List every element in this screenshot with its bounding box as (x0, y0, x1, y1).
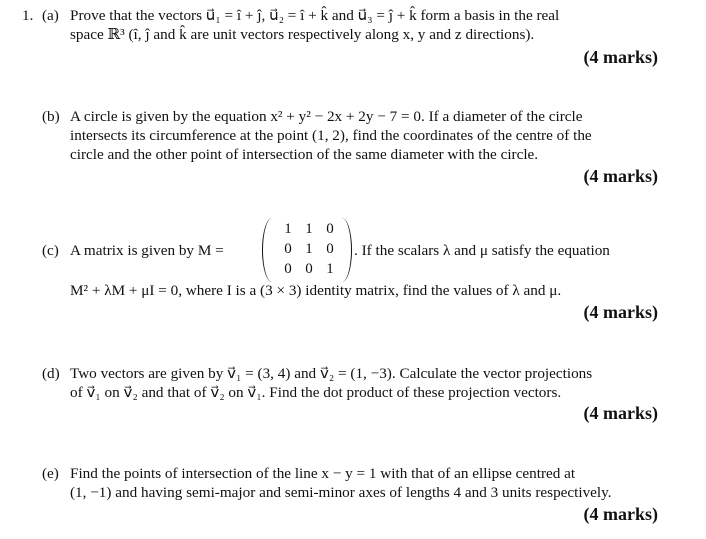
part-e-line-1: Find the points of intersection of the line x − y = 1 with that of an ellipse centred at (70, 465, 576, 482)
matrix-cell: 0 (326, 241, 334, 257)
matrix-row (280, 241, 338, 258)
part-e-line-2: (1, −1) and having semi-major and semi-minor axes of lengths 4 and 3 units respectively. (70, 484, 612, 501)
matrix-cell: 0 (305, 261, 313, 277)
part-d-label: (d) (42, 365, 60, 382)
part-b-marks: (4 marks) (583, 166, 658, 186)
part-a-line-2: space ℝ³ (î, ĵ and k̂ are unit vectors respectively along x, y and z directions). (70, 26, 535, 43)
part-e-marks: (4 marks) (583, 504, 658, 524)
part-a-line-1: Prove that the vectors u⃗₁ = î + ĵ, u⃗₂ = î + k̂ and u⃗₃ = ĵ + k̂ form a basis in the real (70, 7, 560, 24)
matrix-cell: 1 (305, 221, 313, 237)
part-b-label: (b) (42, 108, 60, 125)
part-c-label: (c) (42, 242, 59, 259)
matrix-cell: 0 (284, 261, 292, 277)
part-a-label: (a) (42, 7, 59, 24)
matrix-cell: 0 (326, 221, 334, 237)
part-d-marks: (4 marks) (583, 403, 658, 423)
question-number: 1. (22, 7, 34, 24)
matrix-cell: 0 (284, 241, 292, 257)
part-c-prefix: A matrix is given by M = (70, 242, 224, 259)
matrix-left-paren (262, 218, 277, 282)
part-d-line-2: of v⃗₁ on v⃗₂ and that of v⃗₂ on v⃗₁. Find the dot product of these projection vectors. (70, 384, 562, 401)
matrix-m (262, 218, 352, 282)
matrix-cell: 1 (305, 241, 313, 257)
part-c-suffix: . If the scalars λ and μ satisfy the equation (354, 242, 610, 259)
part-d-line-1: Two vectors are given by v⃗₁ = (3, 4) and v⃗₂ = (1, −3). Calculate the vector projections (70, 365, 593, 382)
part-b-line-3: circle and the other point of intersection of the same diameter with the circle. (70, 146, 539, 163)
matrix-cell: 1 (326, 261, 334, 277)
part-b-line-1: A circle is given by the equation x² + y² − 2x + 2y − 7 = 0. If a diameter of the circle (70, 108, 583, 125)
matrix-right-paren (337, 218, 352, 282)
part-a-marks: (4 marks) (583, 47, 658, 67)
part-c-line-2: M² + λM + μI = 0, where I is a (3 × 3) identity matrix, find the values of λ and μ. (70, 282, 562, 299)
part-b-line-2: intersects its circumference at the point (1, 2), find the coordinates of the centre of the (70, 127, 592, 144)
part-c-marks: (4 marks) (583, 302, 658, 322)
matrix-cell: 1 (284, 221, 292, 237)
matrix-row (280, 261, 338, 278)
part-e-label: (e) (42, 465, 59, 482)
matrix-row (280, 221, 338, 238)
